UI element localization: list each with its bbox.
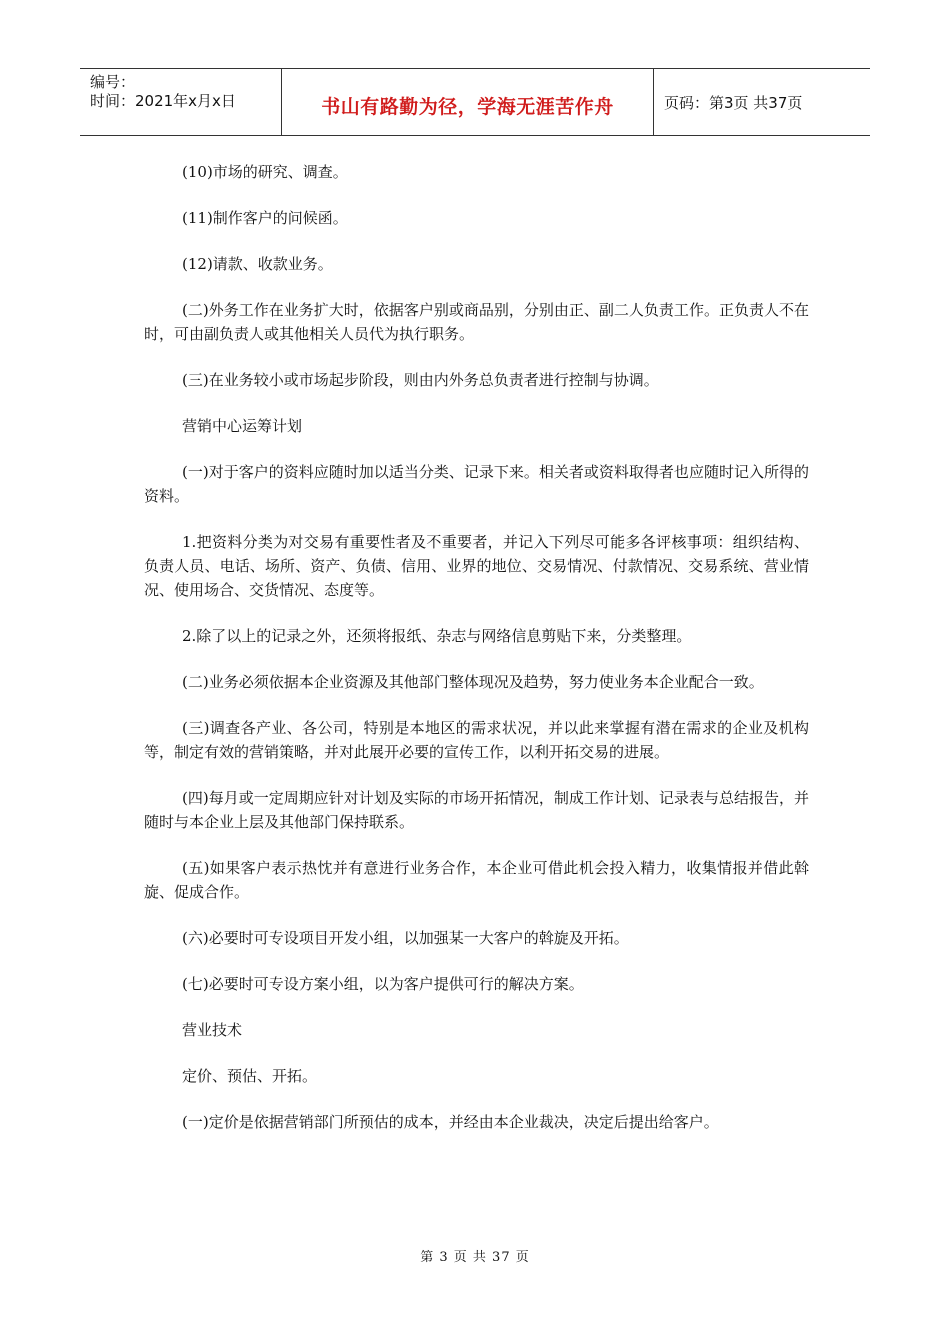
paragraph: (一)定价是依据营销部门所预估的成本，并经由本企业裁决，决定后提出给客户。 [182,1113,719,1131]
paragraph: (10)市场的研究、调查。 [182,163,348,181]
paragraph: (五)如果客户表示热忱并有意进行业务合作，本企业可借此机会投入精力，收集情报并借此斡旋、促成合作。 [144,859,809,901]
paragraph: (11)制作客户的问候函。 [182,209,348,227]
document-date-label: 时间：2021年x月x日 [90,92,236,110]
document-body [144,160,809,1156]
paragraph: (12)请款、收款业务。 [182,255,333,273]
paragraph: (二)外务工作在业务扩大时，依据客户别或商品别，分别由正、副二人负责工作。正负责人不在时，可由副负责人或其他相关人员代为执行职务。 [144,301,809,343]
header-page-cell [654,69,870,135]
page-footer: 第 3 页 共 37 页 [420,1250,530,1265]
paragraph: (六)必要时可专设项目开发小组，以加强某一大客户的斡旋及开拓。 [182,929,629,947]
header-page-label: 页码：第3页 共37页 [664,93,803,112]
paragraph: (三)调查各产业、各公司，特别是本地区的需求状况，并以此来掌握有潜在需求的企业及机构等，制定有效的营销策略，并对此展开必要的宣传工作，以利开拓交易的进展。 [144,719,809,761]
header-motto-cell [282,69,654,135]
header-meta-cell [80,69,282,135]
document-header [80,68,870,136]
paragraph: (一)对于客户的资料应随时加以适当分类、记录下来。相关者或资料取得者也应随时记入所得的资料。 [144,463,809,505]
paragraph: (七)必要时可专设方案小组，以为客户提供可行的解决方案。 [182,975,584,993]
document-number-label: 编号： [90,73,136,91]
paragraph: (三)在业务较小或市场起步阶段，则由内外务总负责者进行控制与协调。 [182,371,659,389]
paragraph: 2.除了以上的记录之外，还须将报纸、杂志与网络信息剪贴下来，分类整理。 [182,627,692,645]
section-heading: 营销中心运筹计划 [182,417,303,435]
paragraph: (四)每月或一定周期应针对计划及实际的市场开拓情况，制成工作计划、记录表与总结报告，并随时与本企业上层及其他部门保持联系。 [144,789,809,831]
paragraph: 定价、预估、开拓。 [182,1067,318,1085]
paragraph: 1.把资料分类为对交易有重要性者及不重要者，并记入下列尽可能多各评核事项：组织结构、负责人员、电话、场所、资产、负债、信用、业界的地位、交易情况、付款情况、交易系统、营业情况、使用场合、交货情况、态度等。 [144,533,809,599]
paragraph: (二)业务必须依据本企业资源及其他部门整体现况及趋势，努力使业务本企业配合一致。 [182,673,764,691]
header-motto: 书山有路勤为径，学海无涯苦作舟 [321,95,614,118]
section-heading: 营业技术 [182,1021,243,1039]
